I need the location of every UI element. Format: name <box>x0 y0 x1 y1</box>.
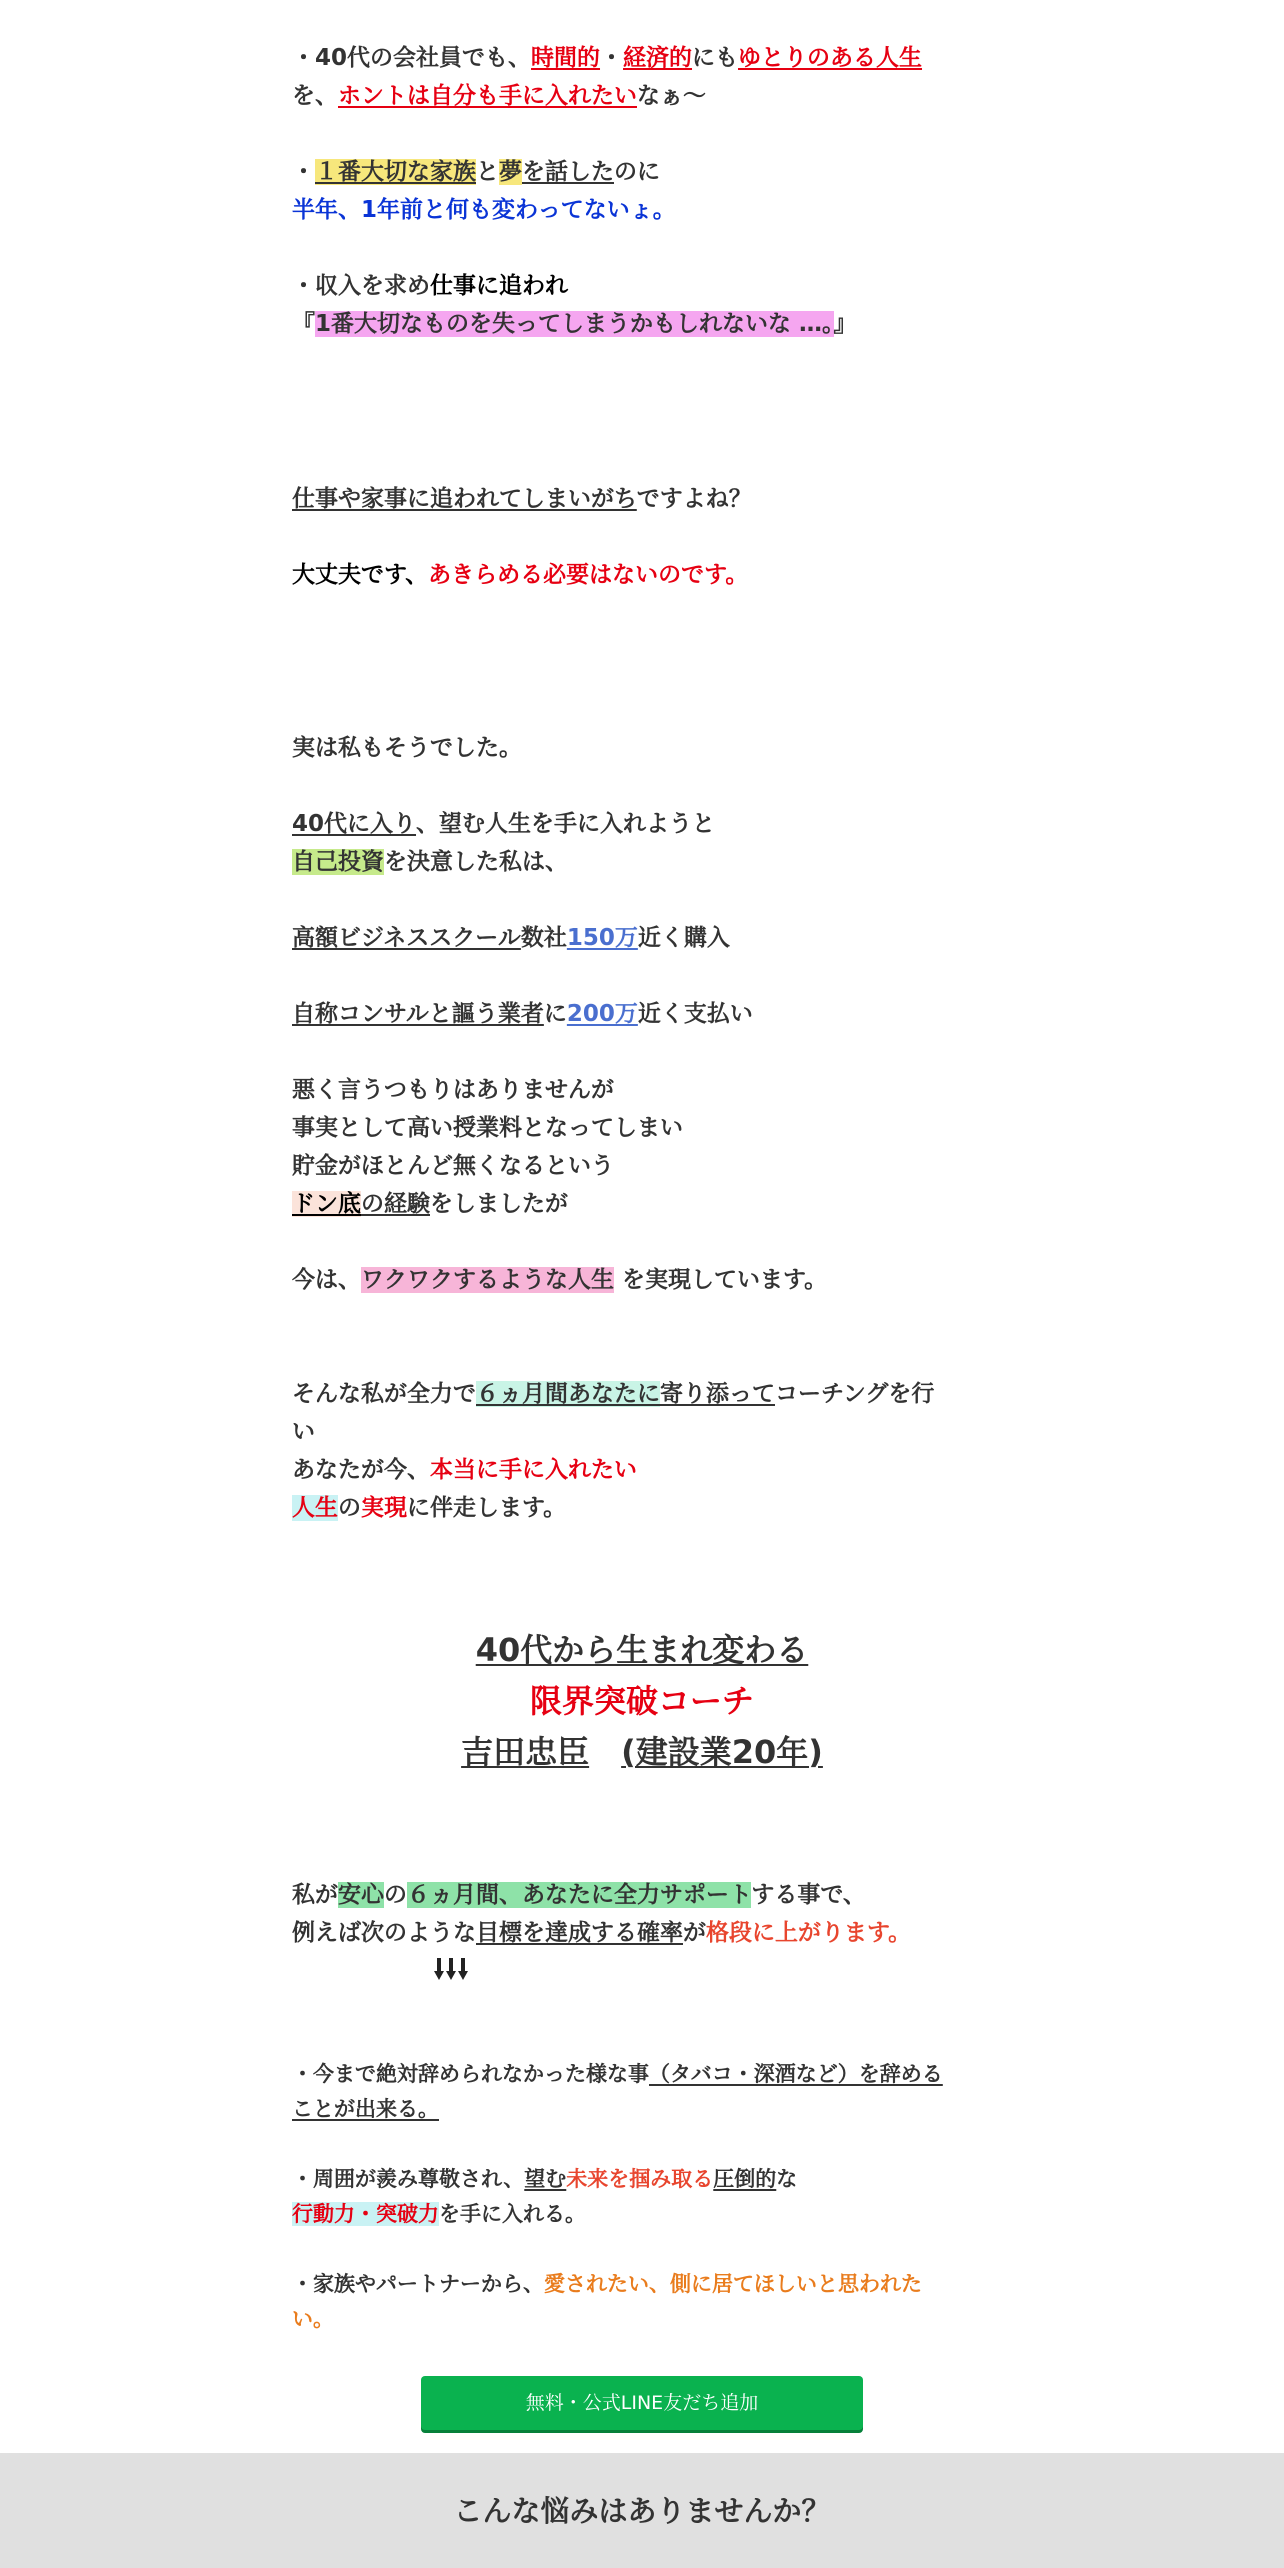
intro-line-2 <box>292 78 706 114</box>
keyword-six-months: ６ヵ月間あなたに <box>476 1381 660 1407</box>
keyword-self-investment: 自己投資 <box>292 849 384 875</box>
faq-title: こんな悩みはありませんか？ <box>453 2494 831 2528</box>
support-text: の <box>384 1882 407 1908</box>
keyword-full-support: ６ヵ月間、あなたに全力サポート <box>407 1882 752 1908</box>
story-text: 数社 <box>520 925 567 951</box>
intro-text: ・40代の会社員でも、 <box>292 45 532 71</box>
keyword-economy: 経済的 <box>623 45 693 71</box>
intro-text: 仕事に追われ <box>430 273 568 299</box>
intro-line-6 <box>292 306 857 342</box>
support-line-1 <box>292 1877 866 1913</box>
story-line-2 <box>292 806 715 842</box>
story-text: 自称コンサルと謳う業者 <box>292 1001 544 1027</box>
benefit-text: ・今まで絶対辞められなかった様な事 <box>292 2062 649 2086</box>
benefit-text: （タバコ・深酒など）を辞める <box>649 2062 943 2086</box>
busy-text: 仕事や家事に追われてしまいがち <box>292 486 637 512</box>
story-line-11 <box>292 1376 934 1412</box>
keyword-want: ホントは自分も手に入れたい <box>338 83 637 109</box>
quote-mark: 『 <box>292 311 315 337</box>
keyword-time: 時間的 <box>531 45 601 71</box>
story-text: 40代に入り <box>292 811 417 837</box>
story-text: 高額ビジネススクール <box>292 925 521 951</box>
coach-career: (建設業20年) <box>621 1733 823 1771</box>
intro-line-5 <box>292 268 568 304</box>
support-line-2 <box>292 1915 911 1951</box>
benefit-emphasis: 未来を掴み取る <box>566 2167 714 2191</box>
add-line-friend-button[interactable]: 無料・公式LINE友だち追加 <box>421 2376 863 2430</box>
story-text: あなたが今、 <box>292 1457 430 1483</box>
intro-text: を、 <box>292 83 338 109</box>
amount-150: 150万 <box>566 925 638 951</box>
busy-line <box>292 481 752 517</box>
intro-line-3 <box>292 154 660 190</box>
story-line-4 <box>292 920 730 956</box>
intro-text: と <box>476 159 499 185</box>
story-text: コーチングを行 <box>775 1381 935 1407</box>
story-line-7: 事実として高い授業料となってしまい <box>292 1115 683 1141</box>
keyword-life: 人生 <box>292 1495 338 1521</box>
down-arrows-icon <box>434 1958 474 1986</box>
keyword-lose: 1番大切なものを失ってしまうかもしれないな …。 <box>315 311 834 337</box>
busy-text: ですよね？ <box>636 486 752 512</box>
intro-line-4: 半年、1年前と何も変わってないょ。 <box>292 197 676 223</box>
profile-title: 限界突破コーチ <box>529 1682 754 1720</box>
intro-text: にも <box>692 45 739 71</box>
bullet: ・ <box>292 159 315 185</box>
profile-name-line <box>0 1727 1284 1777</box>
story-line-13 <box>292 1452 637 1488</box>
benefit-1-line-1 <box>292 2056 943 2092</box>
benefit-text: を手に入れる。 <box>439 2202 586 2226</box>
benefit-text: 圧倒的 <box>713 2167 777 2191</box>
keyword-family: １番大切な家族 <box>315 159 476 185</box>
story-line-9 <box>292 1186 568 1222</box>
story-text: をしましたが <box>430 1191 568 1217</box>
benefit-text: 望む <box>524 2167 567 2191</box>
support-text: する事で、 <box>751 1882 866 1908</box>
support-text: 目標を達成する確率 <box>476 1920 683 1946</box>
separator: ・ <box>600 45 624 71</box>
story-line-1: 実は私もそうでした。 <box>292 735 522 761</box>
keyword-exciting-life: ワクワクするような人生 <box>361 1267 614 1293</box>
intro-line-1 <box>292 40 922 76</box>
story-text: 、望む人生を手に入れようと <box>416 811 716 837</box>
story-text: に伴走します。 <box>407 1495 567 1521</box>
keyword-dream: 夢 <box>499 159 522 185</box>
support-text: 私が <box>292 1882 338 1908</box>
keyword-realize: 実現 <box>361 1495 407 1521</box>
story-text: そんな私が全力で <box>292 1381 476 1407</box>
keyword-safe: 安心 <box>338 1882 384 1908</box>
story-text: の <box>338 1495 361 1521</box>
benefit-2-line-1 <box>292 2161 797 2197</box>
intro-text: なぁ～ <box>637 83 706 109</box>
story-text: 近く支払い <box>637 1001 753 1027</box>
quote-mark: 』 <box>833 311 857 337</box>
benefit-text: ・周囲が羨み尊敬され、 <box>292 2167 525 2191</box>
ok-line <box>292 557 748 593</box>
story-text: 今は、 <box>292 1267 361 1293</box>
intro-text: ・収入を求め <box>292 273 430 299</box>
benefit-1-line-2: ことが出来る。 <box>292 2097 439 2121</box>
story-text: 近く購入 <box>637 925 730 951</box>
support-emphasis: 格段に上がります。 <box>706 1920 912 1946</box>
keyword-action-power: 行動力・突破力 <box>292 2202 439 2226</box>
support-text: 例えば次のような <box>292 1920 476 1946</box>
ok-text: 大丈夫です、 <box>292 562 429 588</box>
story-line-10 <box>292 1262 827 1298</box>
story-text: を実現しています。 <box>614 1267 828 1293</box>
intro-text: を話した <box>522 159 614 185</box>
story-text: を決意した私は、 <box>384 849 568 875</box>
support-text: が <box>683 1920 706 1946</box>
benefit-emphasis: 愛されたい、側に居てほしいと思われた <box>544 2272 922 2296</box>
benefit-3-line-2: い。 <box>292 2307 334 2331</box>
benefit-text: な <box>776 2167 798 2191</box>
story-line-5 <box>292 996 753 1032</box>
story-text: 寄り添って <box>660 1381 775 1407</box>
story-line-8: 貯金がほとんど無くなるという <box>292 1153 614 1179</box>
story-line-14 <box>292 1490 566 1526</box>
coach-name: 吉田忠臣 <box>461 1733 590 1771</box>
keyword-rock-bottom: ドン底 <box>292 1191 361 1217</box>
benefit-3-line-1 <box>292 2266 922 2302</box>
story-line-12: い <box>292 1419 315 1445</box>
story-line-3 <box>292 844 568 880</box>
story-line-6: 悪く言うつもりはありませんが <box>292 1077 614 1103</box>
ok-emphasis: あきらめる必要はないのです。 <box>428 562 749 588</box>
benefit-text: ・家族やパートナーから、 <box>292 2272 544 2296</box>
story-text: の経験 <box>361 1191 430 1217</box>
story-text: に <box>543 1001 567 1027</box>
story-emphasis: 本当に手に入れたい <box>430 1457 637 1483</box>
amount-200: 200万 <box>566 1001 638 1027</box>
intro-text: のに <box>614 159 660 185</box>
profile-tagline: 40代から生まれ変わる <box>475 1631 809 1669</box>
keyword-life: ゆとりのある人生 <box>738 45 923 71</box>
benefit-2-line-2 <box>292 2196 586 2232</box>
